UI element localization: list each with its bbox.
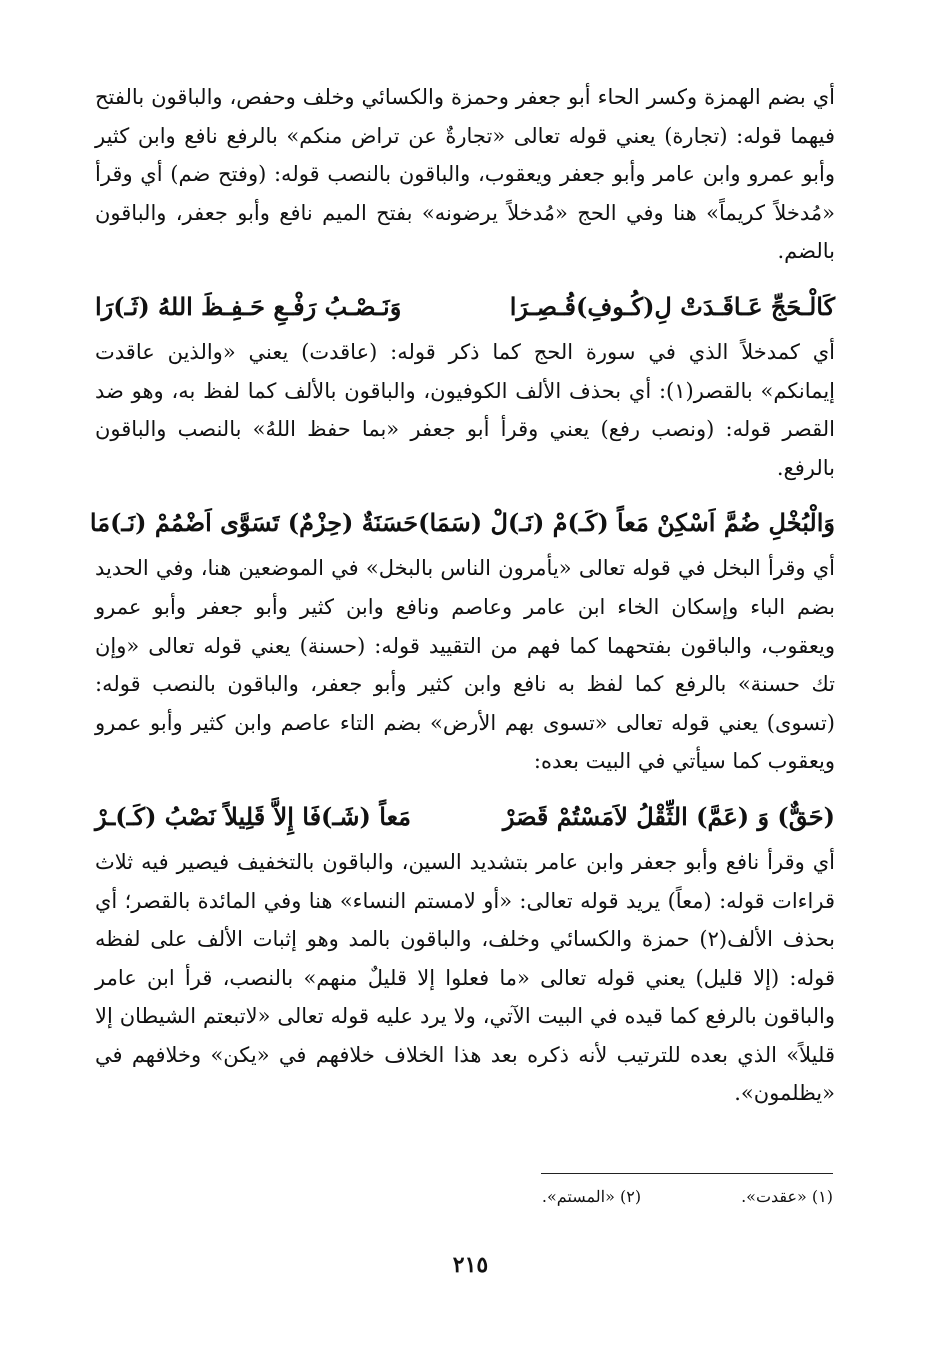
verse-2-second-hemistich: حَسَنَةٌ (حِزْمٌ) تَسَوَّى اَضْمُمْ (نَـ)مَا: [89, 508, 419, 538]
commentary-paragraph-4: أي وقرأ نافع وأبو جعفر وابن عامر بتشديد السين، والباقون بالتخفيف فيصير فيه ثلاث قراءات قوله: (معاً) يريد قوله تعالى: «أو لامستم النساء» هنا وفي المائدة بالقصر؛ أي بحذف الألف(٢) حمزة والكسائي وخلف، والباقون بالمد وهو إثبات الألف على لفظه قوله: (إلا قليل) يعني قوله تعالى «ما فعلوا إلا قليلٌ منهم» بالنصب، قرأ ابن عامر والباقون بالرفع كما قيده في البيت الآتي، ولا يرد عليه قوله تعالى «لاتبعتم الشيطان إلا قليلاً» الذي بعده للترتيب لأنه ذكره بعد هذا الخلاف خلافهم في «يكن» وخلافهم في «يظلمون».: [95, 849, 835, 1106]
footnote-2: (٢) «المستم».: [541, 1187, 642, 1206]
verse-1-second-hemistich: وَنَـصْـبُ رَفْـعِ حَـفِـظَ اللهُ (ثَـ)رَا: [95, 291, 402, 321]
footnote-divider: [541, 1173, 833, 1174]
commentary-paragraph-2: أي كمدخلاً الذي في سورة الحج كما ذكر قوله: (عاقدت) يعني «والذين عاقدت إيمانكم» بالقصر(١): أي بحذف الألف الكوفيون، والباقون بالألف كما لفظ به، وهو ضد القصر قوله: (ونصب رفع) يعني وقرأ أبو جعفر «بما حفظ اللهُ» بالنصب والباقون بالرفع.: [95, 339, 835, 480]
page-body: [89, 78, 835, 1113]
footnotes: [233, 1187, 833, 1206]
verse-2-first-hemistich: وَالْبُخْلِ ضُمَّ اَسْكِنْ مَعاً (كَـ)مْ (نَـ)لْ (سَمَا): [418, 508, 835, 538]
commentary-paragraph-1: أي بضم الهمزة وكسر الحاء أبو جعفر وحمزة والكسائي وخلف وحفص، والباقون بالفتح فيهما قوله: (تجارة) يعني قوله تعالى «تجارةٌ عن تراض منكم» بالرفع نافع وابن كثير وأبو عمرو وابن عامر وأبو جعفر ويعقوب، والباقون بالنصب قوله: (وفتح ضم) أي وقرأ «مُدخلاً كريماً» هنا وفي الحج «مُدخلاً يرضونه» بفتح الميم نافع وأبو جعفر، والباقون بالضم.: [95, 85, 835, 264]
verse-3-second-hemistich: مَعاً (شَـ)فَا إِلاَّ قَلِيلاً نَصْبُ (كَـ)ـرْ: [95, 801, 411, 831]
verse-line-2: [89, 503, 835, 543]
verse-3-first-hemistich: (حَقٌّ) وَ (عَمَّ) الثِّقْلُ لاَمَسْتُمْ قَصَرْ: [502, 801, 835, 831]
commentary-paragraph-3: أي وقرأ البخل في قوله تعالى «يأمرون الناس بالبخل» في الموضعين هنا، وفي الحديد بضم الباء وإسكان الخاء ابن عامر وعاصم ونافع وابن كثير وأبو جعفر وأبو عمرو ويعقوب، والباقون بفتحهما كما فهم من التقييد قوله: (حسنة) يعني قوله تعالى «وإن تك حسنة» بالرفع كما لفظ به نافع وابن كثير وأبو جعفر، والباقون بالنصب قوله: (تسوى) يعني قوله تعالى «تسوى بهم الأرض» بضم التاء عاصم وابن كثير وأبو عمرو ويعقوب كما سيأتي في البيت بعده:: [95, 556, 835, 774]
footnote-1: (١) «عقدت».: [741, 1187, 833, 1206]
verse-line-3: [95, 797, 835, 837]
verse-1-first-hemistich: كَالْـحَجِّ عَـاقَـدَتْ لِ(كُـوفِ)قُـصِـرَا: [509, 291, 835, 321]
verse-line-1: [95, 287, 835, 327]
page-number: ٢١٥: [452, 1252, 489, 1278]
